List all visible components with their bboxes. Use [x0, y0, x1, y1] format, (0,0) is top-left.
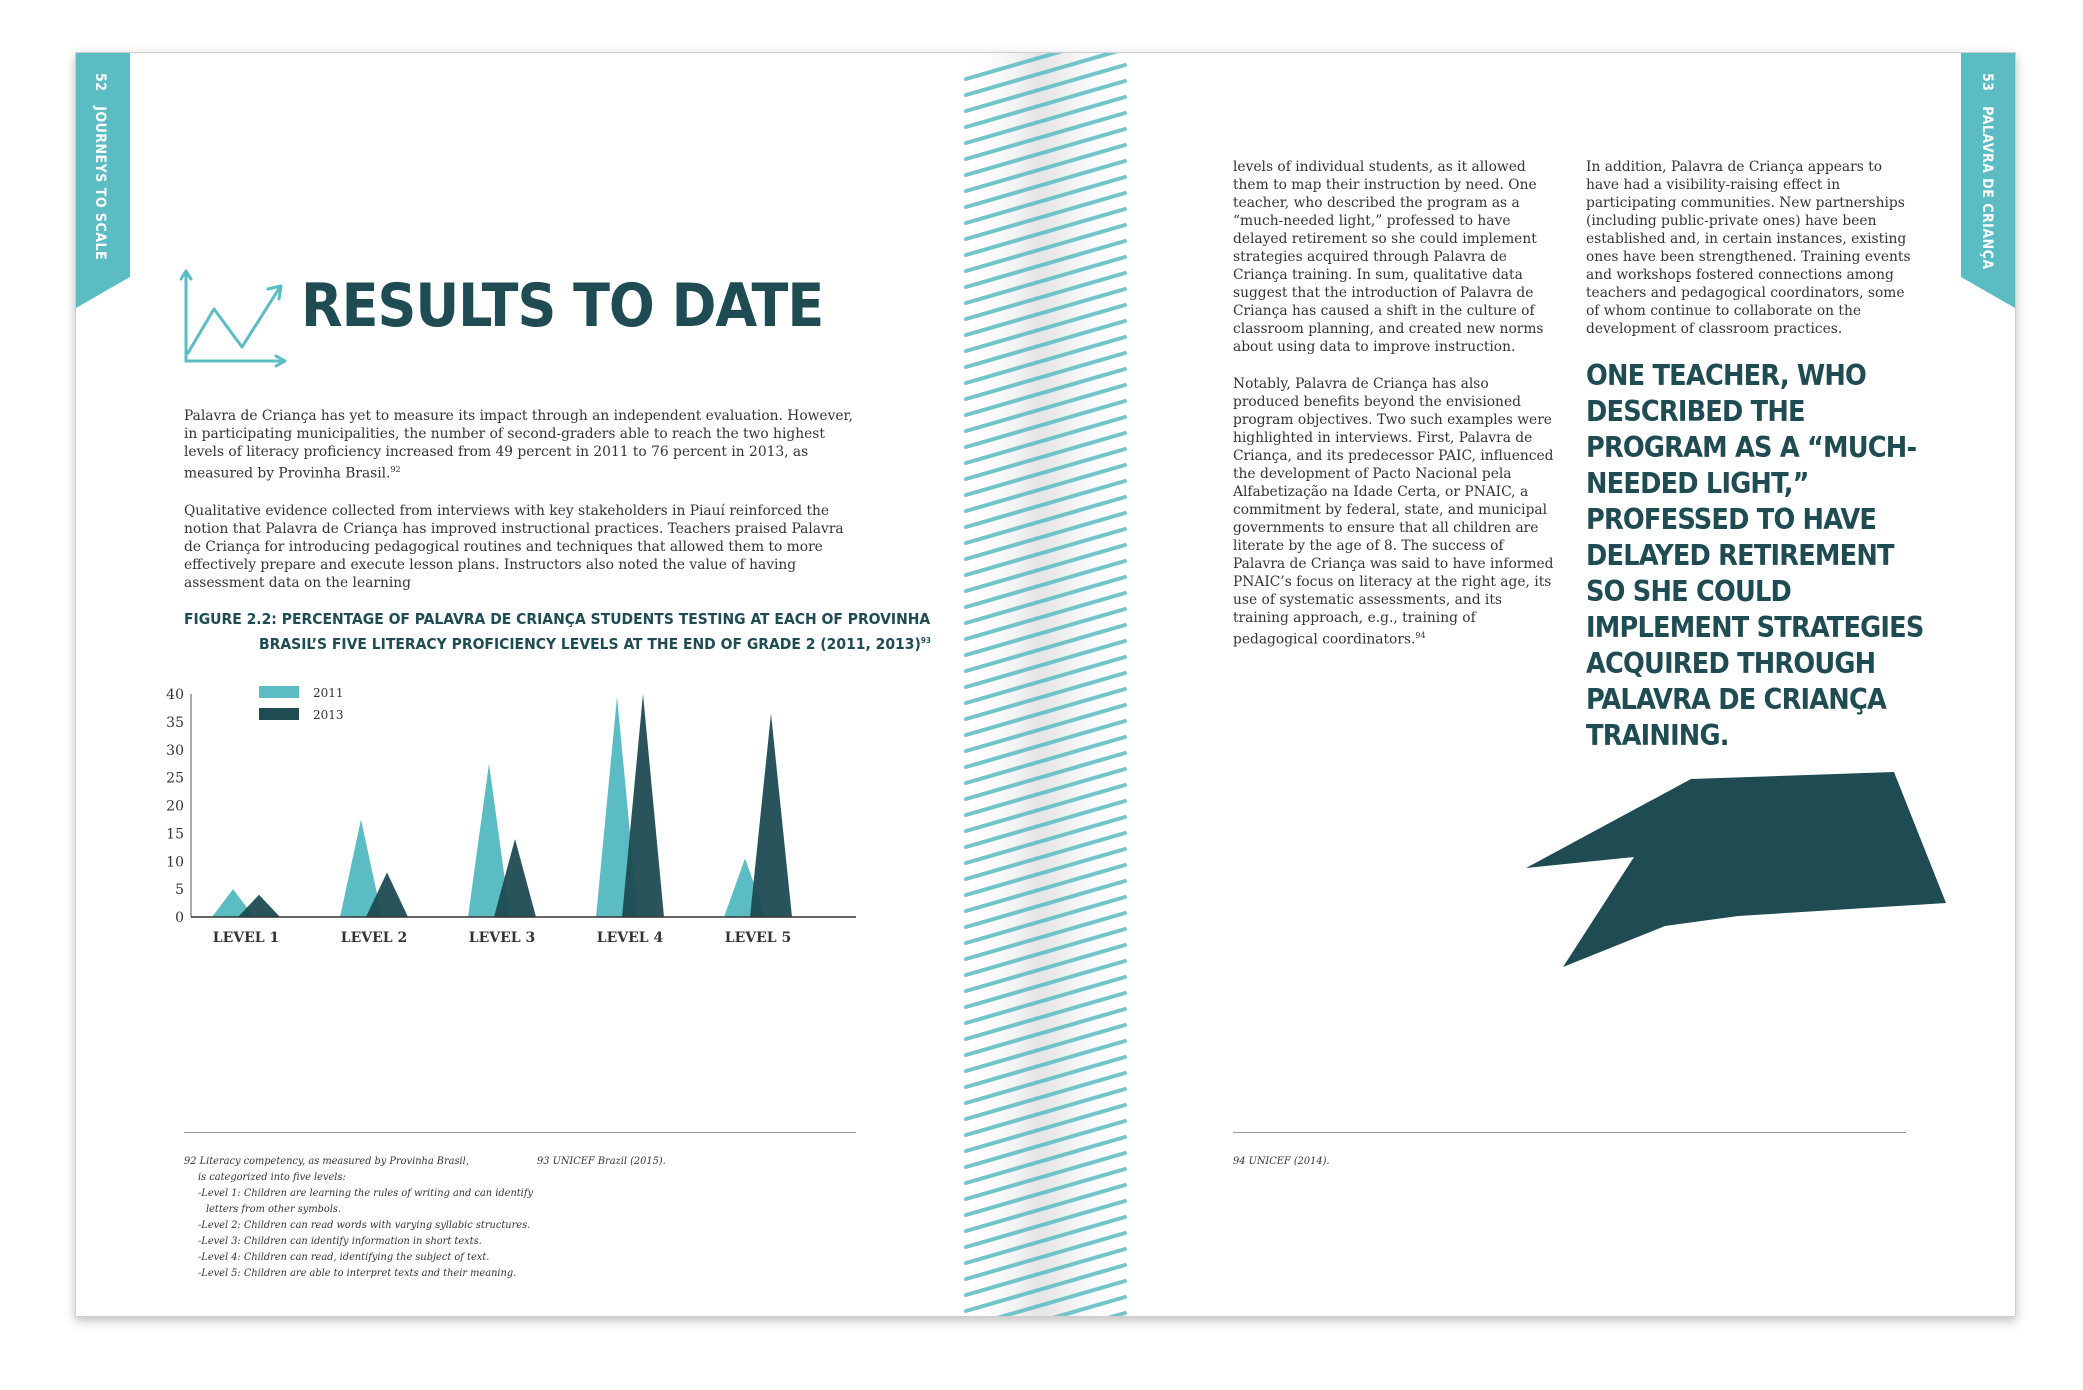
- footnote-92-line: -Level 4: Children can read, identifying the subject of text.: [198, 1252, 490, 1263]
- footnote-94: 94 UNICEF (2014).: [1233, 1156, 1330, 1167]
- figure-caption-line-2-row: [184, 630, 931, 655]
- right-page-header: [1979, 73, 1995, 270]
- footnote-92-line: -Level 5: Children are able to interpret texts and their meaning.: [198, 1268, 517, 1279]
- left-page-number: 52: [92, 73, 108, 92]
- y-tick-label: 20: [166, 798, 184, 815]
- legend-label-2011: 2011: [313, 686, 344, 700]
- footnote-92-line: -Level 3: Children can identify information in short texts.: [198, 1236, 482, 1247]
- right-page-tab: [1961, 53, 2015, 308]
- footnote-ref-94: 94: [1415, 631, 1426, 640]
- left-body-text: [184, 407, 854, 611]
- y-tick-label: 35: [166, 714, 184, 731]
- left-paragraph-1-text: Palavra de Criança has yet to measure its impact through an independent evaluation. However, in participating municipalities, the number of second-graders able to reach the two highest levels of literacy proficiency increased from 49 percent in 2011 to 76 percent in 2013, as measured by Provinha Brasil.: [184, 408, 854, 482]
- y-tick-label: 40: [166, 687, 184, 703]
- figure-caption: [184, 608, 931, 655]
- right-running-title: PALAVRA DE CRIANÇA: [1979, 106, 1995, 270]
- footnote-92: [184, 1154, 544, 1282]
- y-tick-label: 30: [166, 742, 184, 759]
- footnote-ref-93: 93: [920, 636, 931, 645]
- right-paragraph-1: [1233, 158, 1555, 356]
- right-paragraph-2: [1233, 375, 1555, 649]
- y-tick-label: 0: [175, 910, 184, 926]
- right-paragraph-2-text: Notably, Palavra de Criança has also produced benefits beyond the envisioned program objectives. Two such examples were highlighted in interviews. First, Palavra de Criança, and its predecessor PAIC, influenced the development of Pacto Nacional pela Alfabetização na Idade Certa, or PNAIC, a commitment by federal, state, and municipal governments to ensure that all children are literate by the age of 8. The success of Palavra de Criança was said to have informed PNAIC’s focus on literacy at the right age, its use of systematic assessments, and its training approach, e.g., training of pedagogical coordinators.: [1233, 376, 1554, 648]
- figure-caption-line-1: FIGURE 2.2: PERCENTAGE OF PALAVRA DE CRIANÇA STUDENTS TESTING AT EACH OF PROVINHA: [184, 610, 931, 628]
- footnote-92-line: letters from other symbols.: [206, 1204, 342, 1215]
- right-page-number: 53: [1979, 73, 1995, 92]
- x-tick-label: LEVEL 1: [212, 930, 280, 946]
- left-running-title: JOURNEYS TO SCALE: [92, 106, 108, 261]
- right-paragraph-1-text: levels of individual students, as it allowed them to map their instruction by need. One teacher, who described the program as a “much-needed light,” professed to have delayed retirement so she could implement strategies acquired through Palavra de Criança training. In sum, qualitative data suggest that the introduction of Palavra de Criança has caused a shift in the culture of classroom planning, and created new norms about using data to improve instruction.: [1233, 159, 1544, 355]
- footnote-92-line: is categorized into five levels:: [198, 1172, 346, 1183]
- left-page-tab: [76, 53, 130, 308]
- x-tick-label: LEVEL 5: [724, 930, 792, 946]
- book-spread: [75, 52, 2016, 1317]
- literacy-levels-chart: [166, 663, 866, 953]
- footnote-ref-92: 92: [390, 465, 401, 474]
- x-tick-label: LEVEL 2: [340, 930, 408, 946]
- section-heading: RESULTS TO DATE: [301, 271, 824, 341]
- trend-chart-icon: [180, 267, 292, 371]
- gutter-hatch-pattern: [964, 53, 1127, 1316]
- y-tick-label: 5: [175, 882, 184, 899]
- decorative-polygon: [1526, 713, 1946, 1113]
- footnote-92-line: -Level 2: Children can read words with varying syllabic structures.: [198, 1220, 531, 1231]
- left-page-header: [92, 73, 108, 260]
- bar-2013-level-4: [622, 694, 664, 917]
- bar-2013-level-5: [750, 714, 792, 917]
- y-tick-label: 25: [166, 770, 184, 787]
- x-tick-label: LEVEL 3: [468, 930, 536, 946]
- left-paragraph-2-text: Qualitative evidence collected from interviews with key stakeholders in Piauí reinforced the notion that Palavra de Criança has improved instructional practices. Teachers praised Palavra de Criança for introducing pedagogical routines and techniques that allowed them to more effectively prepare and execute lesson plans. Instructors also noted the value of having assessment data on the learning: [184, 502, 844, 591]
- left-paragraph-2: [184, 502, 854, 592]
- x-tick-label: LEVEL 4: [596, 930, 664, 946]
- right-paragraph-3: In addition, Palavra de Criança appears to have had a visibility-raising effect in participating communities. New partnerships (including public-private ones) have been established and, in certain instances, existing ones have been strengthened. Training events and workshops fostered connections among teachers and pedagogical coordinators, some of whom continue to collaborate on the development of classroom practices.: [1586, 159, 1911, 337]
- right-column-2: [1586, 158, 1916, 357]
- legend-swatch-2011: [259, 686, 299, 698]
- legend-swatch-2013: [259, 708, 299, 720]
- figure-caption-line-2: BRASIL’S FIVE LITERACY PROFICIENCY LEVELS AT THE END OF GRADE 2 (2011, 2013): [259, 635, 921, 654]
- pull-quote: ONE TEACHER, WHO DESCRIBED THE PROGRAM AS A “MUCH-NEEDED LIGHT,” PROFESSED TO HAVE DELAYED RETIREMENT SO SHE COULD IMPLEMENT STRATEGIES ACQUIRED THROUGH PALAVRA DE CRIANÇA TRAINING.: [1586, 359, 1924, 752]
- left-footnote-rule: [184, 1132, 856, 1133]
- footnote-92-line: 92 Literacy competency, as measured by Provinha Brasil,: [184, 1156, 469, 1167]
- footnote-93: 93 UNICEF Brazil (2015).: [537, 1156, 666, 1167]
- right-footnote-rule: [1233, 1132, 1906, 1133]
- right-column-1: [1233, 158, 1555, 668]
- y-tick-label: 15: [166, 826, 184, 843]
- y-tick-label: 10: [166, 854, 184, 871]
- left-paragraph-1: [184, 407, 854, 483]
- footnote-92-line: -Level 1: Children are learning the rules of writing and can identify: [198, 1188, 533, 1199]
- legend-label-2013: 2013: [313, 708, 344, 722]
